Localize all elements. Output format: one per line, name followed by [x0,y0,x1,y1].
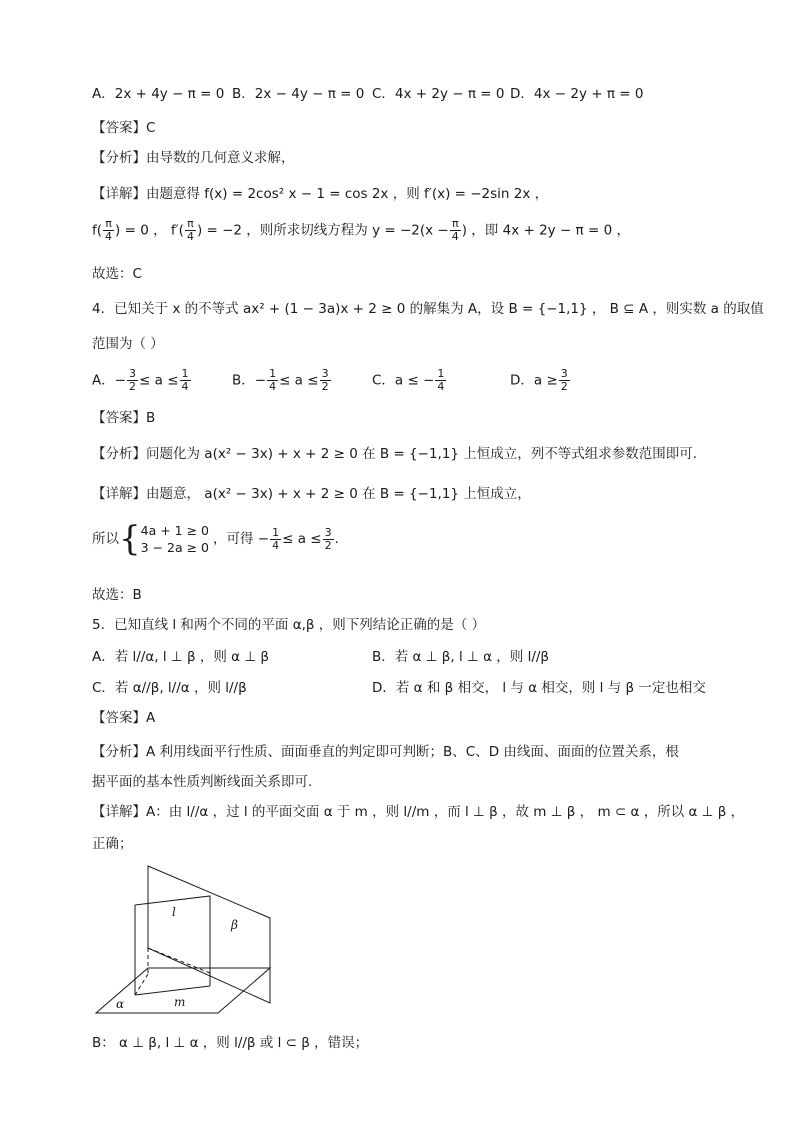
q5-option-d: D．若 α 和 β 相交， l 与 α 相交，则 l 与 β 一定也相交 [372,680,706,696]
q5-option-a: A．若 l//α, l ⊥ β ，则 α ⊥ β [92,649,270,665]
q4-stem-line-1: 4．已知关于 x 的不等式 ax² + (1 − 3a)x + 2 ≥ 0 的解集为 A，设 B = {−1,1} ， B ⊆ A ，则实数 a 的取值 [92,301,764,317]
q5-answer: 【答案】A [92,710,156,726]
plane-l-bottom [135,986,210,995]
analysis-text: 由导数的几何意义求解， [146,150,295,166]
q5-detail-line-2: 正确； [92,836,133,852]
analysis-tag: 【分析】 [92,744,146,760]
q3-option-d: D．4x − 2y + π = 0 [510,86,644,102]
q4-option-a: A．− $\frac{3}{2}$ ≤ a ≤ $\frac{1}{4}$ [92,367,189,393]
q5-analysis-line-1 [92,740,679,760]
label-alpha: α [116,997,125,1011]
label-l: l [172,905,176,919]
q5-option-c: C．若 α//β, l//α ，则 l//β [92,680,247,696]
analysis-text: 问题化为 a(x² − 3x) + x + 2 ≥ 0 在 B = {−1,1} 上恒成立，列不等式组求参数范围即可. [146,446,698,462]
q5-analysis-line-2: 据平面的基本性质判断线面关系即可. [92,774,313,790]
q4-conclusion: 故选：B [92,587,142,603]
q3-detail-line-1 [92,182,548,202]
detail-segment: ) = 0 ， f′( [115,222,184,239]
q3-option-b: B．2x − 4y − π = 0 [232,86,365,102]
q4-option-b: B．− $\frac{1}{4}$ ≤ a ≤ $\frac{3}{2}$ [232,367,329,393]
detail-segment: f( [92,222,103,239]
q3-option-a: A．2x + 4y − π = 0 [92,86,225,102]
q5-option-b: B．若 α ⊥ β, l ⊥ α ，则 l//β [372,649,550,665]
detail-text: A：由 l//α ，过 l 的平面交面 α 于 m ，则 l//m ，而 l ⊥ β ，故 m ⊥ β ， m ⊂ α ，所以 α ⊥ β ， [146,804,745,820]
q4-detail-line-1 [92,482,531,502]
q3-conclusion: 故选：C [92,266,142,282]
q4-option-c: C．a ≤ − $\frac{1}{4}$ [372,367,445,393]
fraction-pi-over-4: $\frac{\pi}{4}$ [451,217,459,243]
fraction-pi-over-4: $\frac{\pi}{4}$ [105,217,113,243]
q4-stem-line-2: 范围为（ ） [92,336,164,352]
analysis-tag: 【分析】 [92,446,146,462]
detail-tag: 【详解】 [92,804,146,820]
plane-geometry-figure [88,858,278,1018]
vertical-plane [148,866,270,1003]
system-brace: { [119,519,141,559]
q3-detail-line-2 [92,218,630,243]
analysis-tag: 【分析】 [92,150,146,166]
q3-analysis [92,146,295,166]
q3-answer: 【答案】C [92,120,156,136]
q3-option-c: C．4x + 2y − π = 0 [372,86,505,102]
q4-answer: 【答案】B [92,410,156,426]
hidden-edge [148,948,210,973]
q4-analysis [92,442,697,462]
inequality-system: 4a + 1 ≥ 0 3 − 2a ≥ 0 [140,523,209,555]
detail-text: 由题意得 f(x) = 2cos² x − 1 = cos 2x ，则 f′(x) = −2sin 2x ， [146,186,549,202]
q5-detail-line-1 [92,800,744,820]
detail-text: 由题意， a(x² − 3x) + x + 2 ≥ 0 在 B = {−1,1} 上恒成立， [146,486,531,502]
q5-stem: 5．已知直线 l 和两个不同的平面 α,β ，则下列结论正确的是（ ） [92,617,486,633]
detail-tag: 【详解】 [92,186,146,202]
label-beta: β [231,918,238,932]
label-m: m [174,995,186,1009]
detail-segment: ) = −2 ，则所求切线方程为 y = −2(x − [196,222,449,239]
q4-option-d: D．a ≥ $\frac{3}{2}$ [510,367,568,393]
fraction-pi-over-4: $\frac{\pi}{4}$ [186,217,194,243]
analysis-text: A 利用线面平行性质、面面垂直的判定即可判断；B、C、D 由线面、面面的位置关系，根 [146,744,679,760]
q4-detail-line-2: 所以{ 4a + 1 ≥ 0 3 − 2a ≥ 0 ，可得 − $\frac{1}{4}$ ≤ a ≤ $\frac{3}{2}$ . [92,519,339,559]
detail-segment: ) ，即 4x + 2y − π = 0 ， [461,222,630,239]
detail-tag: 【详解】 [92,486,146,502]
q5-detail-b: B： α ⊥ β, l ⊥ α ，则 l//β 或 l ⊂ β ，错误； [92,1035,369,1051]
